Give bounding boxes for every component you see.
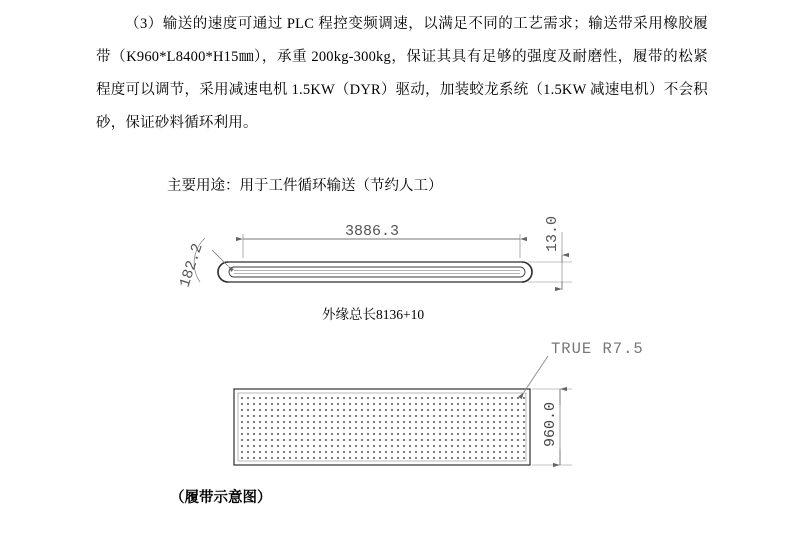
- dim-true-radius-text: TRUE R7.5: [551, 340, 644, 358]
- dim-width-text: 960.0: [542, 401, 559, 447]
- figure-caption: （履带示意图）: [170, 490, 272, 506]
- dimension-radius-left: [177, 238, 228, 290]
- belt-total-length-label: 外缘总长8136+10: [322, 307, 425, 322]
- dim-thickness-text: 13.0: [544, 215, 561, 252]
- belt-side-view: [218, 262, 532, 282]
- dimension-width: [532, 389, 572, 465]
- usage-line: 主要用途：用于工件循环输送（节约人工）: [167, 178, 443, 194]
- belt-plan-view: [234, 389, 530, 465]
- dim-length-text: 3886.3: [345, 223, 400, 240]
- dim-radius-text: 182.2: [176, 241, 207, 290]
- body-paragraph: （3）输送的速度可通过 PLC 程控变频调速，以满足不同的工艺需求；输送带采用橡胶履带（K960*L8400*H15㎜），承重 200kg-300kg，保证其具有足够的强度及耐磨性，履带的松紧程度可以调节，采用减速电机 1.5KW（DYR）驱动，加装蛟龙系统（1.5KW 减速电机）不会积砂，保证砂料循环利用。: [96, 16, 708, 131]
- dimension-true-radius: [524, 340, 644, 392]
- dimension-thickness: [528, 216, 572, 290]
- dimension-length: [243, 223, 520, 258]
